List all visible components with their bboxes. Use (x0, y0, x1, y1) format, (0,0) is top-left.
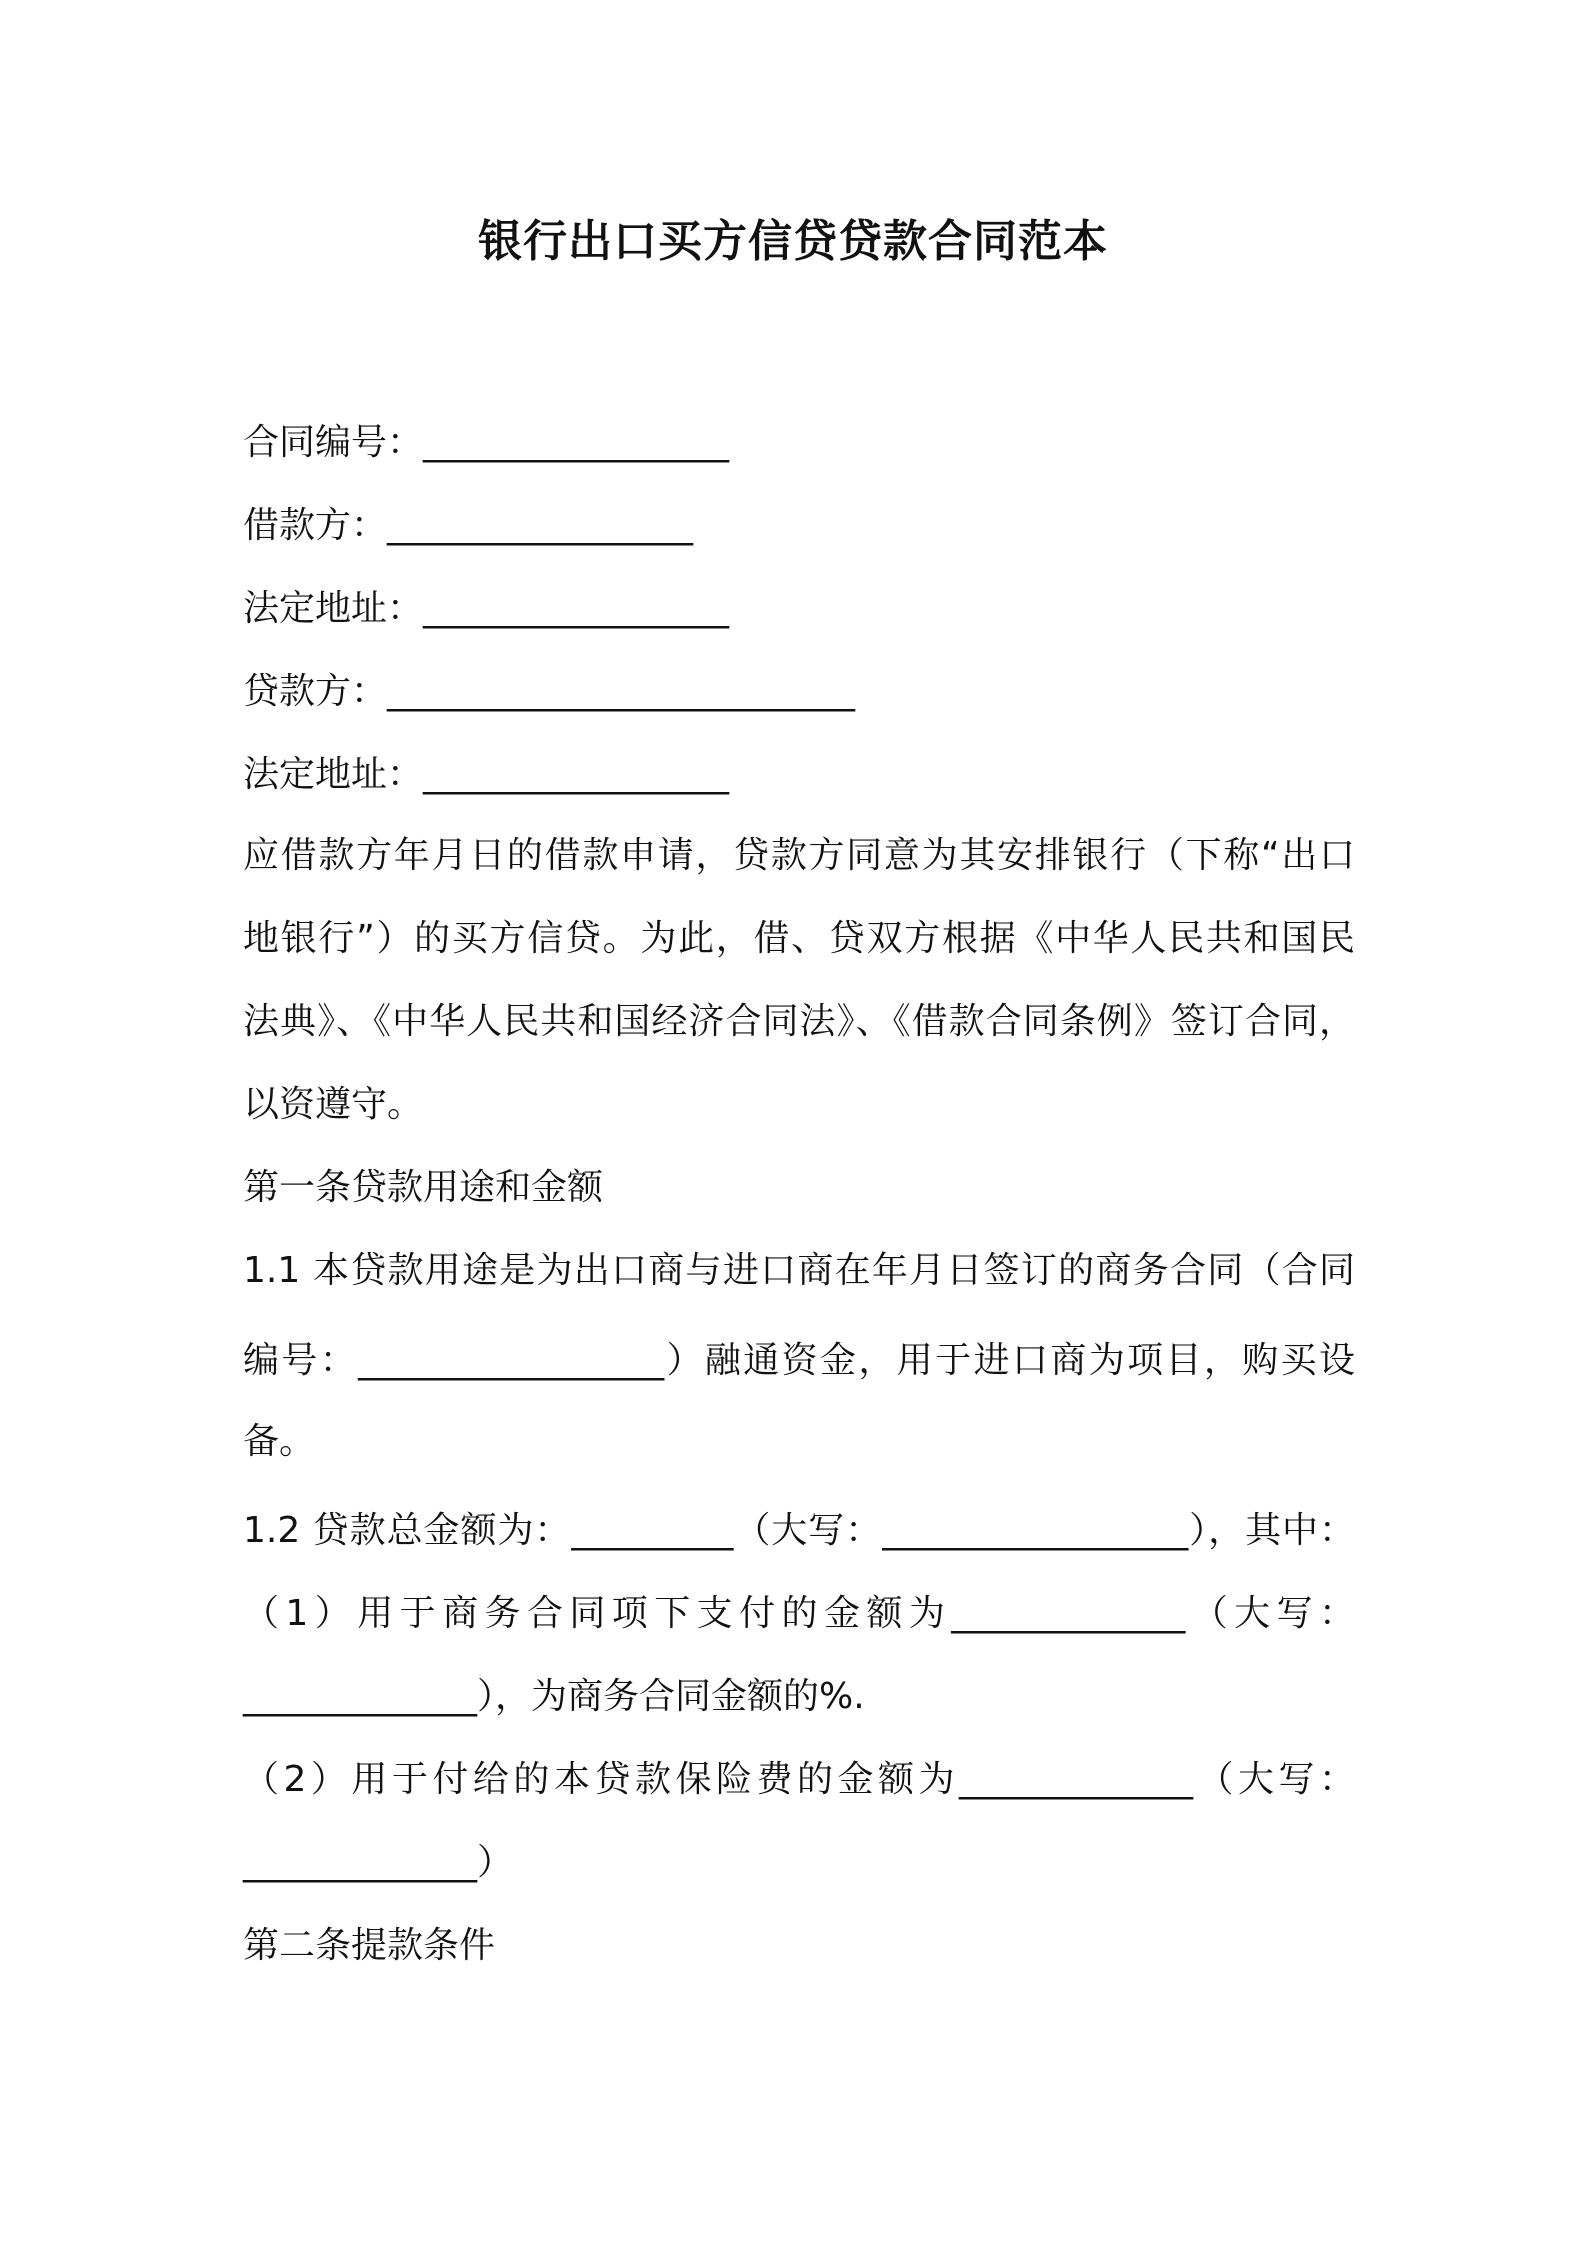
clause-1-1-line: 编号：_________________）融通资金，用于进口商为项目，购买设 (243, 1340, 1355, 1381)
contract-number-field: 合同编号：_________________ (243, 422, 730, 463)
lender-address-field: 法定地址：_________________ (243, 754, 730, 795)
item-2-line: _____________） (243, 1842, 513, 1883)
article-1-heading: 第一条贷款用途和金额 (243, 1167, 604, 1208)
clause-1-1-line: 备。 (243, 1421, 316, 1462)
lender-field: 贷款方：__________________________ (243, 671, 856, 712)
intro-line: 应借款方年月日的借款申请，贷款方同意为其安排银行（下称“出口 (243, 835, 1355, 876)
item-1-line: _____________），为商务合同金额的%. (243, 1676, 865, 1717)
item-1-line: （1）用于商务合同项下支付的金额为_____________（大写： (243, 1593, 1355, 1634)
clause-1-1-line: 1.1 本贷款用途是为出口商与进口商在年月日签订的商务合同（合同 (243, 1250, 1355, 1291)
borrower-address-field: 法定地址：_________________ (243, 588, 730, 629)
clause-1-2: 1.2 贷款总金额为：_________（大写：_________________），其中： (243, 1510, 1355, 1551)
item-2-line: （2）用于付给的本贷款保险费的金额为_____________（大写： (243, 1759, 1355, 1800)
borrower-field: 借款方：_________________ (243, 505, 694, 546)
article-2-heading: 第二条提款条件 (243, 1925, 496, 1966)
intro-line: 以资遵守。 (243, 1084, 424, 1125)
intro-line: 地银行”）的买方信贷。为此，借、贷双方根据《中华人民共和国民 (243, 918, 1355, 959)
document-title: 银行出口买方信贷贷款合同范本 (478, 216, 1108, 267)
intro-line: 法典》、《中华人民共和国经济合同法》、《借款合同条例》签订合同， (243, 1001, 1355, 1042)
